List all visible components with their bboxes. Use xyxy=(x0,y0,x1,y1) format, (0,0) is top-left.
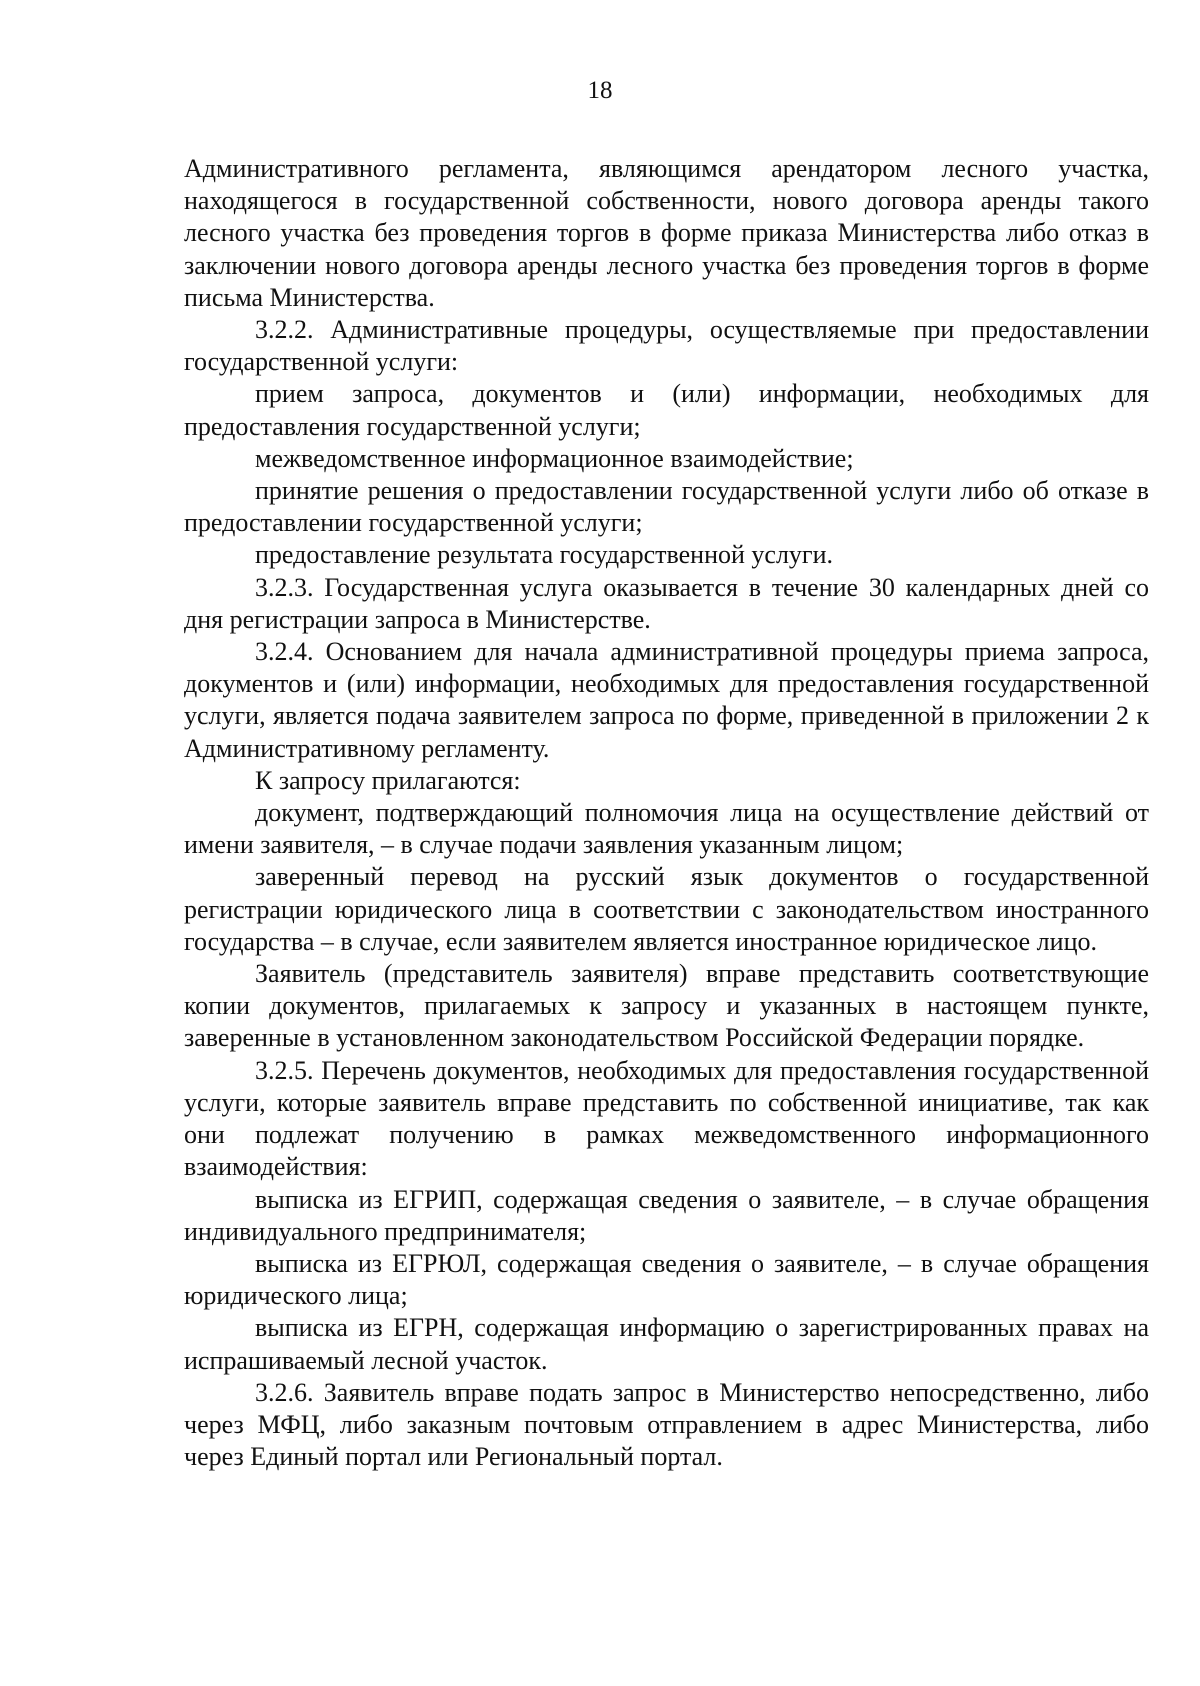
paragraph: Заявитель (представитель заявителя) вправе представить соответствующие копии документов, прилагаемых к запросу и указанных в настоящем пункте, заверенные в установленном законодательством Российской Федерации порядке. xyxy=(184,959,1149,1053)
paragraph: прием запроса, документов и (или) информации, необходимых для предоставления государственной услуги; xyxy=(184,379,1149,441)
paragraph: выписка из ЕГРЮЛ, содержащая сведения о заявителе, – в случае обращения юридического лица; xyxy=(184,1248,1149,1311)
paragraph: документ, подтверждающий полномочия лица на осуществление действий от имени заявителя, – в случае подачи заявления указанным лицом; xyxy=(184,798,1149,860)
paragraph: предоставление результата государственной услуги. xyxy=(255,540,834,570)
paragraph: К запросу прилагаются: xyxy=(255,765,521,795)
paragraph: 3.2.3. Государственная услуга оказывается в течение 30 календарных дней со дня регистрации запроса в Министерстве. xyxy=(184,572,1149,634)
page-number: 18 xyxy=(587,77,613,104)
paragraph: межведомственное информационное взаимодействие; xyxy=(255,443,854,473)
paragraph: выписка из ЕГРИП, содержащая сведения о заявителе, – в случае обращения индивидуального предпринимателя; xyxy=(184,1184,1149,1246)
paragraph: 3.2.6. Заявитель вправе подать запрос в Министерство непосредственно, либо через МФЦ, либо заказным почтовым отправлением в адрес Министерства, либо через Единый портал или Региональный портал. xyxy=(184,1377,1149,1472)
paragraph: заверенный перевод на русский язык документов о государственной регистрации юридического лица в соответствии с законодательством иностранного государства – в случае, если заявителем является иностранное юридическое лицо. xyxy=(184,862,1149,956)
paragraph: 3.2.5. Перечень документов, необходимых для предоставления государственной услуги, которые заявитель вправе представить по собственной инициативе, так как они подлежат получению в рамках межведомственного информационного взаимодействия: xyxy=(184,1055,1149,1182)
document-body xyxy=(184,153,1149,1473)
paragraph: 3.2.4. Основанием для начала административной процедуры приема запроса, документов и (или) информации, необходимых для предоставления государственной услуги, является подача заявителем запроса по форме, приведенной в приложении 2 к Административному регламенту. xyxy=(184,637,1149,763)
paragraph: 3.2.2. Административные процедуры, осуществляемые при предоставлении государственной услуги: xyxy=(184,315,1149,377)
paragraph: Административного регламента, являющимся арендатором лесного участка, находящегося в государственной собственности, нового договора аренды такого лесного участка без проведения торгов в форме приказа Министерства либо отказ в заключении нового договора аренды лесного участка без проведения торгов в форме письма Министерства. xyxy=(184,154,1149,312)
paragraph: выписка из ЕГРН, содержащая информацию о зарегистрированных правах на испрашиваемый лесной участок. xyxy=(184,1313,1149,1375)
paragraph: принятие решения о предоставлении государственной услуги либо об отказе в предоставлении государственной услуги; xyxy=(184,476,1149,538)
